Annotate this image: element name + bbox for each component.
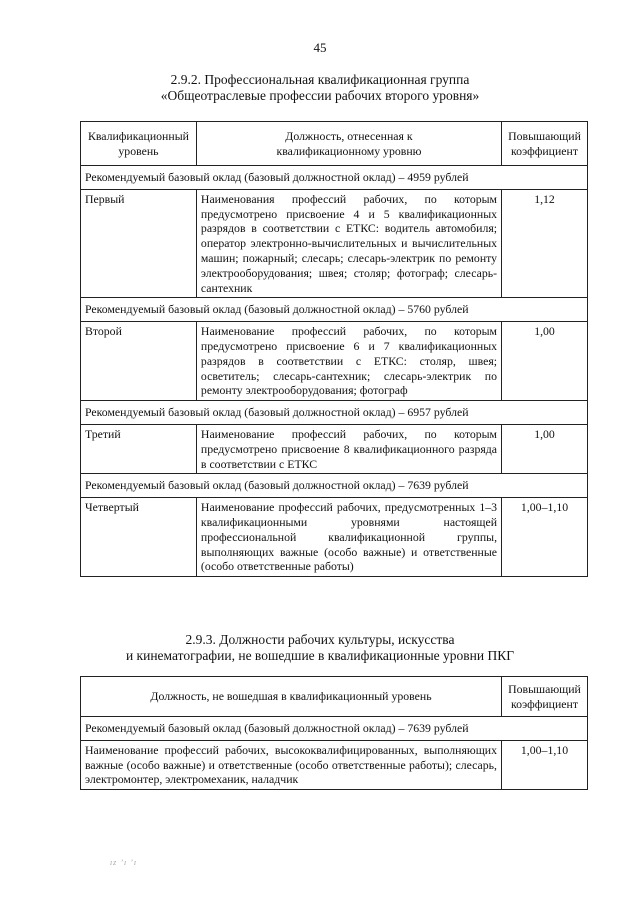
table-header-row: [81, 677, 588, 717]
column-header-coefficient: Повышающий коэффициент: [502, 122, 588, 166]
level-cell: Четвертый: [81, 498, 197, 577]
position-cell: Наименование профессий рабочих, высококвалифицированных, выполняющих важные (особо важные) и ответственные (особо ответственные работы); слесарь, электромонтер, электромеханик, наладчик: [81, 740, 502, 789]
salary-text: Рекомендуемый базовый оклад (базовый должностной оклад) – 7639 рублей: [81, 717, 588, 741]
section2-heading-line1: 2.9.3. Должности рабочих культуры, искусства: [185, 632, 455, 647]
section1-heading: [0, 72, 640, 104]
salary-text: Рекомендуемый базовый оклад (базовый должностной оклад) – 7639 рублей: [81, 474, 588, 498]
coefficient-cell: 1,00–1,10: [502, 498, 588, 577]
salary-text: Рекомендуемый базовый оклад (базовый должностной оклад) – 4959 рублей: [81, 166, 588, 190]
position-cell: Наименование профессий рабочих, по которым предусмотрено присвоение 8 квалификационного разряда в соответствии с ЕТКС: [196, 424, 501, 473]
coefficient-cell: 1,00: [502, 424, 588, 473]
coefficient-cell: 1,00–1,10: [502, 740, 588, 789]
salary-text: Рекомендуемый базовый оклад (базовый должностной оклад) – 5760 рублей: [81, 298, 588, 322]
position-cell: Наименования профессий рабочих, по которым предусмотрено присвоение 4 и 5 квалификационных разрядов в соответствии с ЕТКС: водитель автомобиля; оператор электронно-вычислительных и вычислительных машин; пожарный; слесарь; слесарь-электрик по ремонту электрооборудования; швея; столяр; фотограф; слесарь-сантехник: [196, 189, 501, 298]
column-header-coefficient: Повышающий коэффициент: [502, 677, 588, 717]
position-cell: Наименование профессий рабочих, предусмотренных 1–3 квалификационными уровнями настоящей профессиональной квалификационной группы, выполняющих важные (особо важные) и ответственные (особо ответственные работы): [196, 498, 501, 577]
table-row: [81, 424, 588, 473]
table-row: [81, 189, 588, 298]
table-row: [81, 498, 588, 577]
section2-heading: [0, 632, 640, 664]
coefficient-cell: 1,00: [502, 322, 588, 401]
section1-heading-line2: «Общеотраслевые профессии рабочих второго уровня»: [160, 88, 480, 103]
position-cell: Наименование профессий рабочих, по которым предусмотрено присвоение 6 и 7 квалификационных разрядов в соответствии с ЕТКС: столяр, швея; осветитель; слесарь-сантехник; слесарь-электрик по ремонту электрооборудования; фотограф: [196, 322, 501, 401]
salary-text: Рекомендуемый базовый оклад (базовый должностной оклад) – 6957 рублей: [81, 401, 588, 425]
salary-row: [81, 298, 588, 322]
salary-row: [81, 401, 588, 425]
section1-heading-line1: 2.9.2. Профессиональная квалификационная группа: [170, 72, 470, 87]
salary-row: [81, 717, 588, 741]
salary-row: [81, 166, 588, 190]
column-header-position: Должность, не вошедшая в квалификационный уровень: [81, 677, 502, 717]
column-header-position: Должность, отнесенная к квалификационному уровню: [196, 122, 501, 166]
level-cell: Первый: [81, 189, 197, 298]
page-number: 45: [313, 40, 327, 55]
level-cell: Второй: [81, 322, 197, 401]
column-header-level: Квалификационный уровень: [81, 122, 197, 166]
footer-mark: ɪᴢ ʼɪ ʼɪ: [110, 858, 137, 867]
section2-table: [80, 676, 588, 790]
level-cell: Третий: [81, 424, 197, 473]
coefficient-cell: 1,12: [502, 189, 588, 298]
table-row: [81, 322, 588, 401]
table-row: [81, 740, 588, 789]
section1-table: [80, 121, 588, 577]
table-header-row: [81, 122, 588, 166]
salary-row: [81, 474, 588, 498]
section2-heading-line2: и кинематографии, не вошедшие в квалификационные уровни ПКГ: [125, 648, 515, 663]
